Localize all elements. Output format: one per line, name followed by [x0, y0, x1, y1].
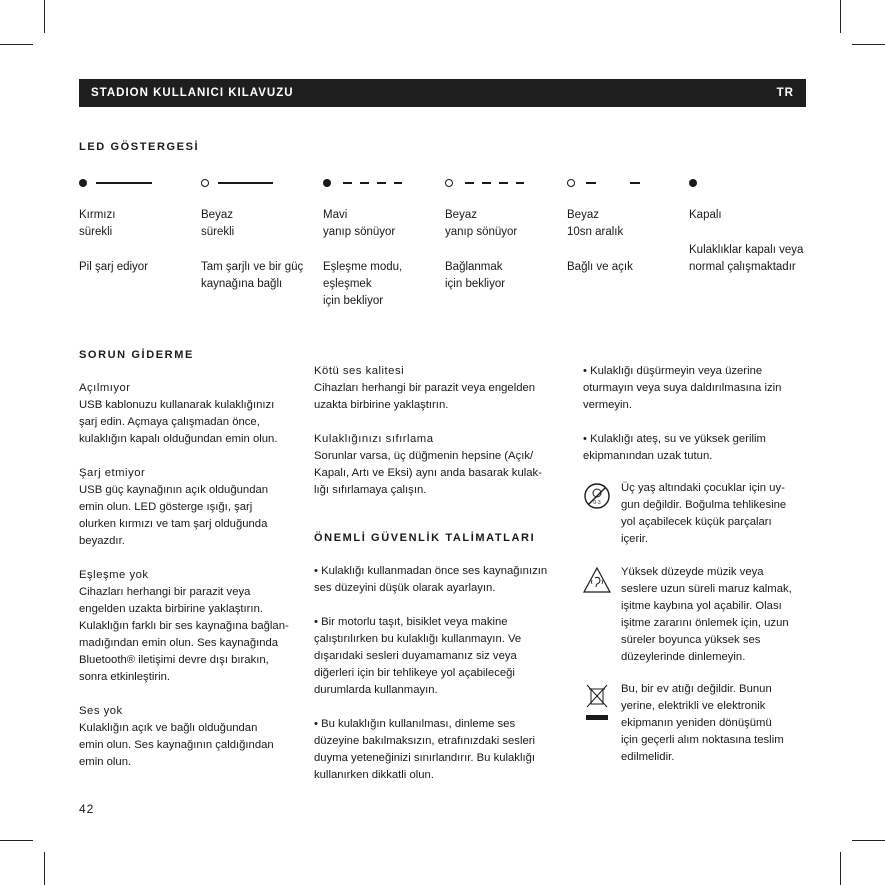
- trouble-item: [314, 431, 569, 499]
- trouble-heading: Eşleşme yok: [79, 569, 149, 581]
- header-lang: TR: [776, 87, 794, 99]
- led-item-off: [689, 176, 814, 276]
- warning-weee: [583, 681, 813, 766]
- led-desc: Kulaklıklar kapalı veya normal çalışmaktadır: [689, 244, 804, 273]
- warning-text: Bu, bir ev atığı değildir. Bunun yerine, elektrikli ve elektronik ekipmanın yeniden dönüşümü için geçerli alım noktasına teslim edilmelidir.: [621, 683, 784, 763]
- led-item-white-blink: [445, 176, 563, 293]
- crop-mark: [840, 0, 841, 33]
- led-color: Kapalı: [689, 209, 722, 221]
- led-item-blue-blink: [323, 176, 441, 310]
- trouble-item: [79, 703, 304, 771]
- safety-bullet: • Kulaklığı düşürmeyin veya üzerine oturmayın veya suya daldırılmasına izin vermeyin.: [583, 365, 782, 411]
- trouble-body: USB güç kaynağının açık olduğundan emin olun. LED gösterge ışığı, şarj olurken kırmızı ve tam şarj olduğunda beyazdır.: [79, 484, 269, 547]
- trouble-heading: Kötü ses kalitesi: [314, 365, 405, 377]
- led-desc: Tam şarjlı ve bir güç kaynağına bağlı: [201, 261, 304, 290]
- warning-age: [583, 480, 813, 548]
- header-title: STADION KULLANICI KILAVUZU: [91, 87, 294, 99]
- led-state: yanıp sönüyor: [323, 226, 396, 238]
- trouble-body: Cihazları herhangi bir parazit veya engelden uzakta birbirine yaklaştırın. Kulaklığın farklı bir ses kaynağına bağlan- madığından emin olun. Ses kaynağında Bluetooth® iletişimi devre dışı bırakın, sonra etkinleştirin.: [79, 586, 289, 683]
- led-state: 10sn aralık: [567, 226, 624, 238]
- troubleshooting-column-middle: [314, 363, 569, 516]
- safety-title: ÖNEMLİ GÜVENLİK TALİMATLARI: [314, 532, 536, 544]
- led-indicator-solid: [201, 176, 319, 190]
- led-indicator-off: [689, 176, 814, 190]
- led-desc: Eşleşme modu, eşleşmek için bekliyor: [323, 261, 403, 307]
- crop-mark: [852, 840, 885, 841]
- led-color: Mavi: [323, 209, 348, 221]
- weee-bin-icon: [583, 683, 611, 723]
- header-bar: [79, 79, 806, 107]
- age-badge: 0-3: [593, 500, 601, 506]
- crop-mark: [44, 852, 45, 885]
- page-number: 42: [79, 802, 95, 816]
- crop-mark: [0, 840, 33, 841]
- led-item-red: [79, 176, 197, 276]
- led-item-white-solid: [201, 176, 319, 293]
- trouble-heading: Şarj etmiyor: [79, 467, 146, 479]
- trouble-heading: Ses yok: [79, 705, 123, 717]
- led-desc: Bağlanmak için bekliyor: [445, 261, 506, 290]
- safety-column-middle: [314, 563, 569, 801]
- trouble-item: [79, 465, 304, 550]
- crop-mark: [840, 852, 841, 885]
- trouble-item: [79, 380, 304, 448]
- led-indicator-interval: [567, 176, 685, 190]
- safety-bullet: • Kulaklığı kullanmadan önce ses kaynağınızın ses düzeyini düşük olarak ayarlayın.: [314, 565, 548, 594]
- trouble-heading: Açılmıyor: [79, 382, 131, 394]
- led-indicator-blinking: [323, 176, 441, 190]
- led-color: Beyaz: [445, 209, 477, 221]
- warning-text: Üç yaş altındaki çocuklar için uy- gun değildir. Boğulma tehlikesine yol açabilecek küçük parçaları içerir.: [621, 482, 787, 545]
- trouble-body: Cihazları herhangi bir parazit veya engelden uzakta birbirine yaklaştırın.: [314, 382, 536, 411]
- trouble-heading: Kulaklığınızı sıfırlama: [314, 433, 434, 445]
- crop-mark: [852, 44, 885, 45]
- led-section-title: LED GÖSTERGESİ: [79, 141, 200, 153]
- led-indicator-solid: [79, 176, 197, 190]
- safety-bullet: • Bu kulaklığın kullanılması, dinleme ses düzeyine bakılmaksızın, etrafınızdaki sesleri duyma yeteneğinizi sınırlandırır. Bu kulaklığı kullanırken dikkatli olun.: [314, 718, 536, 781]
- led-state: sürekli: [79, 226, 113, 238]
- age-warning-icon: [583, 482, 611, 510]
- led-color: Beyaz: [567, 209, 599, 221]
- safety-column-right: [583, 363, 813, 482]
- safety-bullet: • Bir motorlu taşıt, bisiklet veya makine çalıştırılırken bu kulaklığı kullanmayın. Ve dışarıdaki sesleri duyamamanız siz veya diğerleri için bir tehlikeye yol açabileceği durumlarda kullanmayın.: [314, 616, 522, 696]
- trouble-body: Kulaklığın açık ve bağlı olduğundan emin olun. Ses kaynağının çaldığından emin olun.: [79, 722, 274, 768]
- troubleshooting-column-left: [79, 380, 304, 788]
- led-state: yanıp sönüyor: [445, 226, 518, 238]
- trouble-item: [314, 363, 569, 414]
- trouble-body: Sorunlar varsa, üç düğmenin hepsine (Açık/ Kapalı, Artı ve Eksi) aynı anda basarak kulak- lığı sıfırlamaya çalışın.: [314, 450, 542, 496]
- warning-text: Yüksek düzeyde müzik veya seslere uzun süreli maruz kalmak, işitme kaybına yol açabilir. Olası işitme zararını önlemek için, uzun süreler boyunca yüksek ses düzeylerinde dinlemeyin.: [621, 566, 792, 663]
- led-item-white-interval: [567, 176, 685, 276]
- trouble-body: USB kablonuzu kullanarak kulaklığınızı şarj edin. Açmaya çalışmadan önce, kulaklığın kapalı olduğundan emin olun.: [79, 399, 278, 445]
- hearing-warning-icon: [583, 566, 611, 594]
- troubleshooting-title: SORUN GİDERME: [79, 349, 194, 361]
- led-state: sürekli: [201, 226, 235, 238]
- trouble-item: [79, 567, 304, 686]
- led-desc: Bağlı ve açık: [567, 261, 633, 273]
- led-indicator-blinking: [445, 176, 563, 190]
- warning-hearing: [583, 564, 813, 666]
- led-color: Kırmızı: [79, 209, 116, 221]
- safety-bullet: • Kulaklığı ateş, su ve yüksek gerilim ekipmanından uzak tutun.: [583, 433, 766, 462]
- led-desc: Pil şarj ediyor: [79, 261, 149, 273]
- led-color: Beyaz: [201, 209, 233, 221]
- crop-mark: [0, 44, 33, 45]
- crop-mark: [44, 0, 45, 33]
